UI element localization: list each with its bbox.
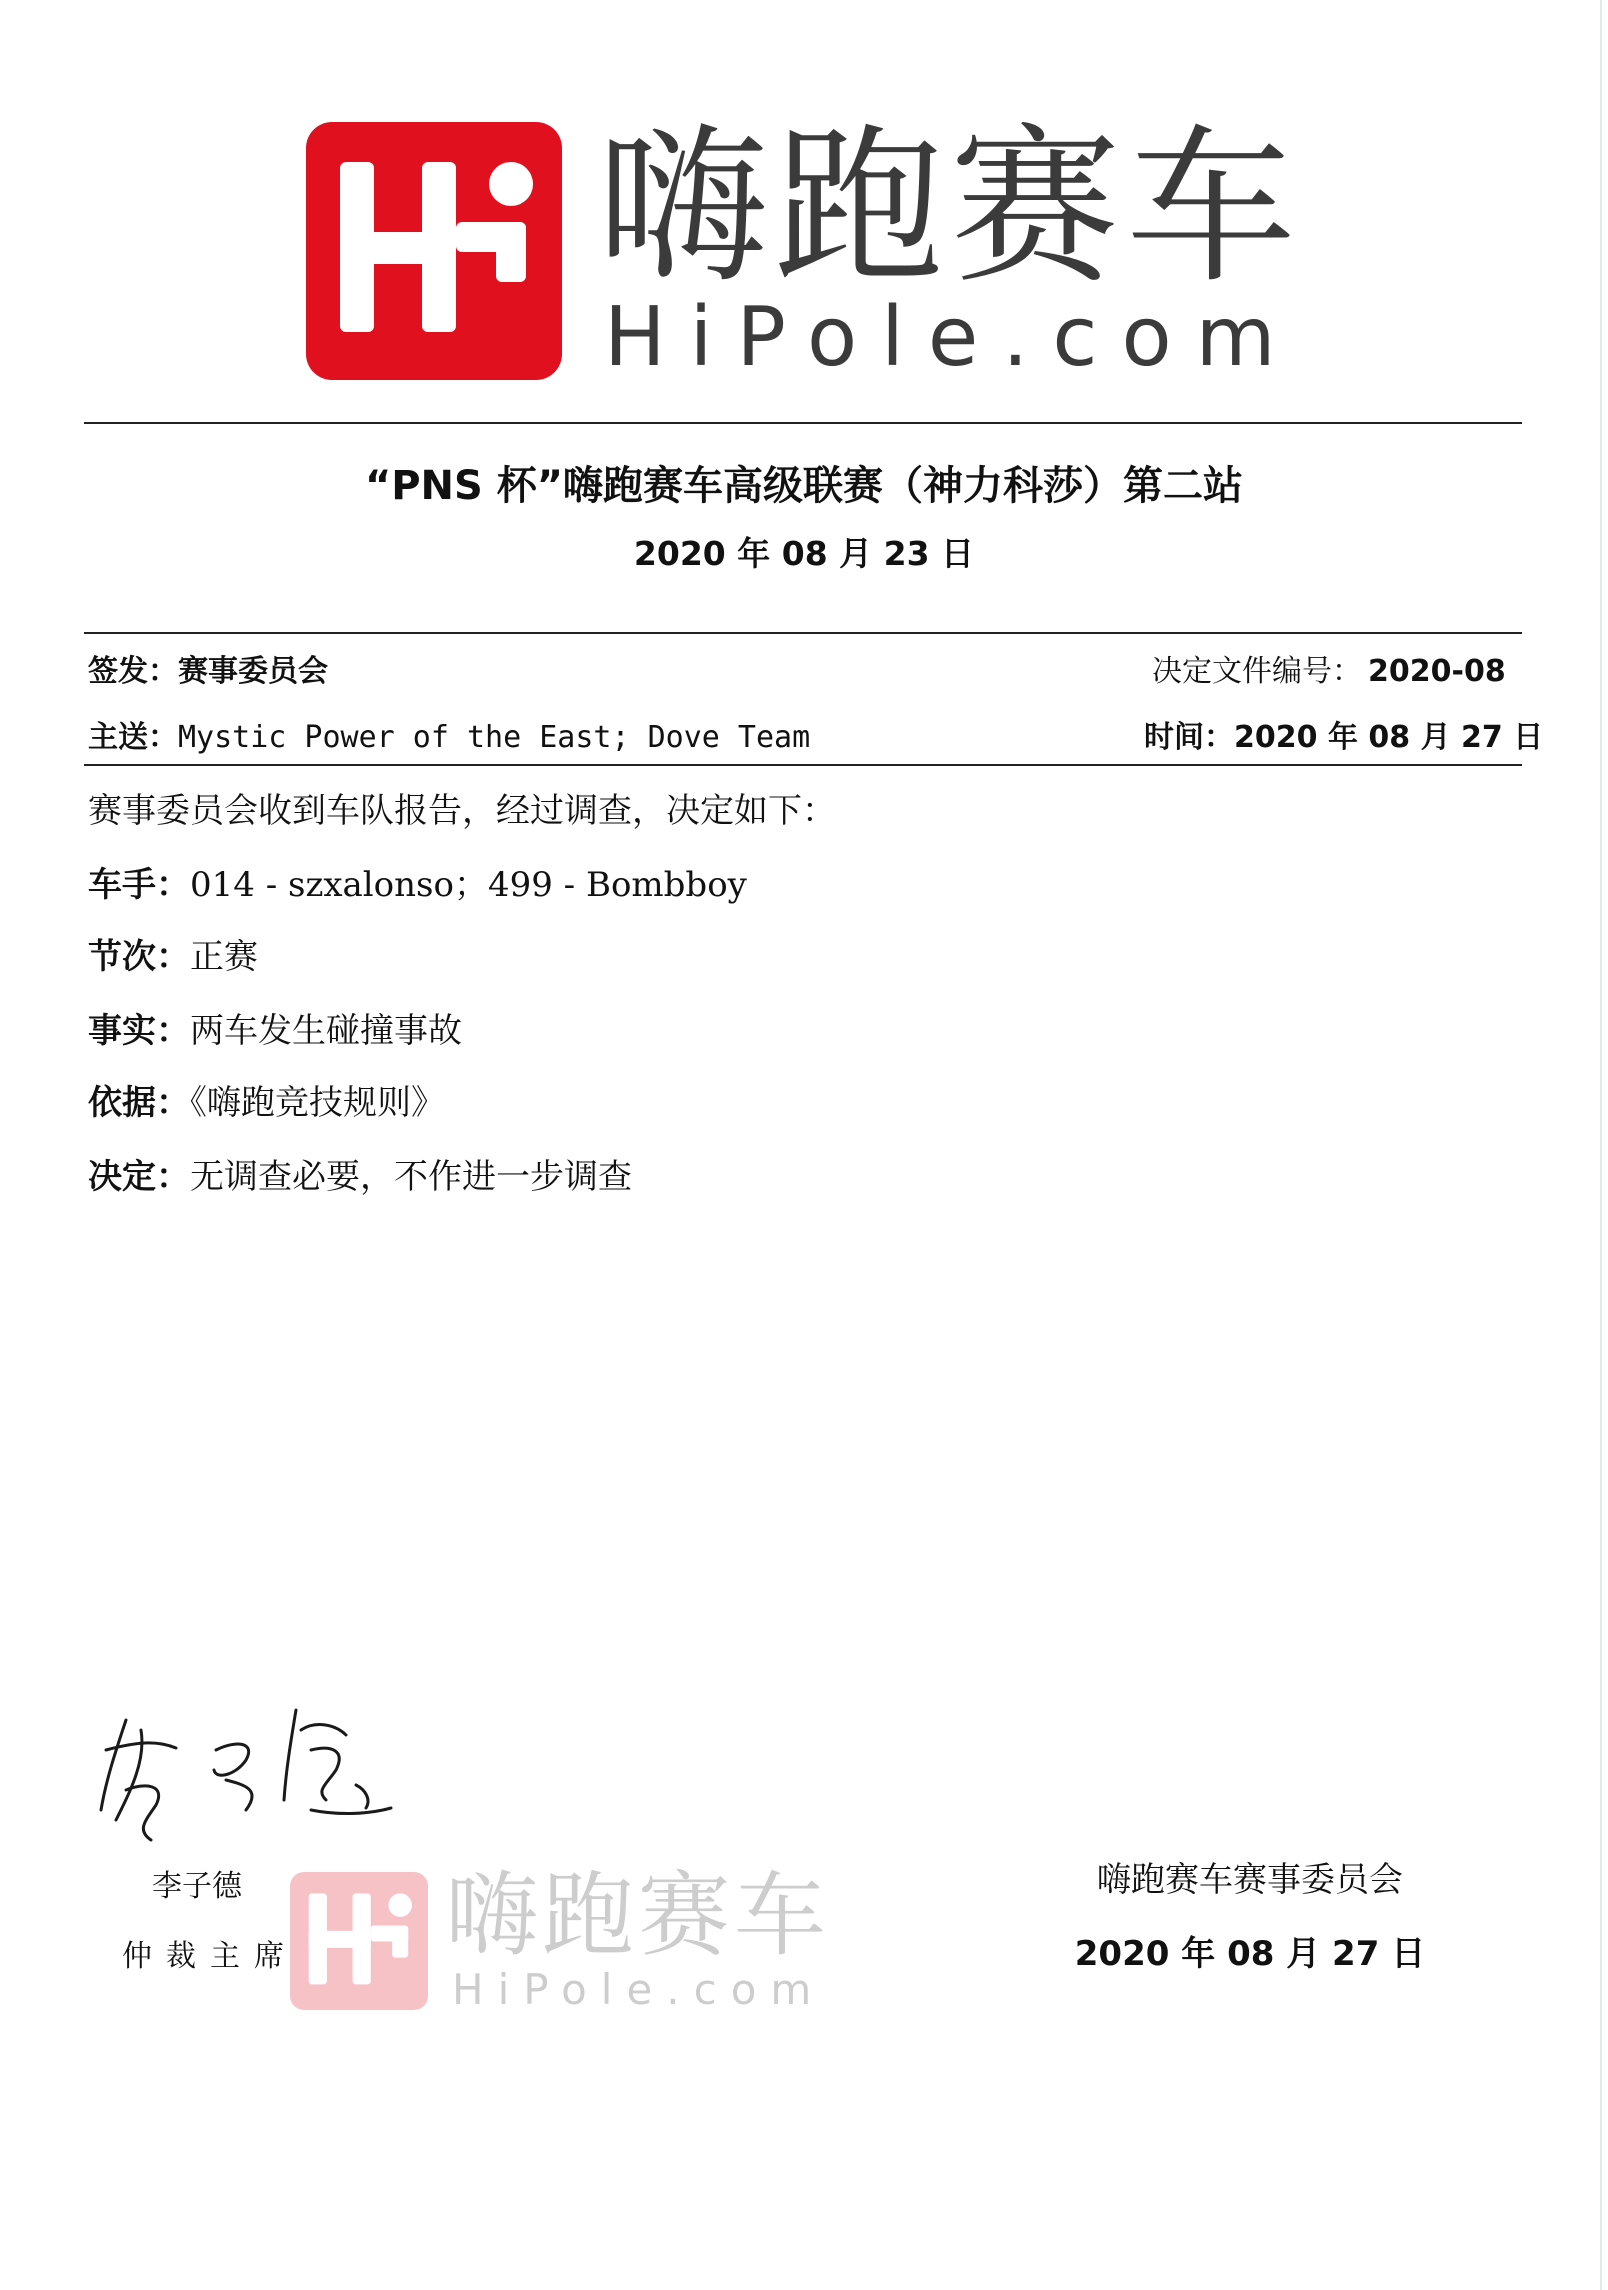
hipole-logo-icon [306,122,562,380]
basis-line [88,1078,445,1128]
doc-number-label: 决定文件编号： [1152,654,1362,689]
decision-label: 决定： [88,1157,190,1197]
decision-intro: 赛事委员会收到车队报告，经过调查，决定如下： [88,791,836,831]
signer-role: 仲裁主席 [122,1939,298,1974]
doc-number-line [1152,650,1506,694]
drivers-label: 车手： [88,865,190,905]
recipients-label: 主送： [88,720,178,755]
signer-name: 李子德 [152,1869,242,1904]
doc-number-value: 2020-08 [1368,654,1506,689]
session-label: 节次： [88,937,190,977]
basis-label: 依据： [88,1083,190,1123]
issuer-value: 赛事委员会 [178,654,328,689]
watermark-name-en: HiPole.com [452,1965,826,2014]
handwritten-signature [96,1690,416,1860]
page-edge [1600,0,1602,2290]
recipients-line [88,716,810,760]
drivers-value: 014 - szxalonso；499 - Bombboy [190,865,747,905]
signature-date: 2020 年 08 月 27 日 [1074,1934,1426,1974]
logo-name-en: HiPole.com [604,290,1300,385]
header-divider [84,422,1522,424]
issuer-label: 签发： [88,654,178,689]
meta-top-divider [84,632,1522,634]
logo-name-cn: 嗨跑赛车 [598,109,1303,307]
drivers-line [88,860,747,910]
facts-line [88,1006,462,1056]
issuer-line [88,650,328,694]
watermark-name-cn: 嗨跑赛车 [446,1862,831,1969]
basis-value: 《嗨跑竞技规则》 [190,1083,445,1123]
event-date: 2020 年 08 月 23 日 [633,534,975,573]
recipients-value: Mystic Power of the East; Dove Team [178,720,811,755]
committee-name: 嗨跑赛车赛事委员会 [1097,1860,1403,1900]
decision-line [88,1152,632,1202]
session-line [88,932,258,982]
time-value: 2020 年 08 月 27 日 [1234,720,1544,755]
decision-value: 无调查必要，不作进一步调查 [190,1157,632,1197]
time-label: 时间： [1144,720,1234,755]
time-line [1144,716,1543,760]
session-value: 正赛 [190,937,258,977]
facts-label: 事实： [88,1011,190,1051]
watermark-logo-icon [290,1872,428,2010]
document-title: “PNS 杯”嗨跑赛车高级联赛（神力科莎）第二站 [364,463,1244,509]
meta-bottom-divider [84,764,1522,766]
facts-value: 两车发生碰撞事故 [190,1011,462,1051]
